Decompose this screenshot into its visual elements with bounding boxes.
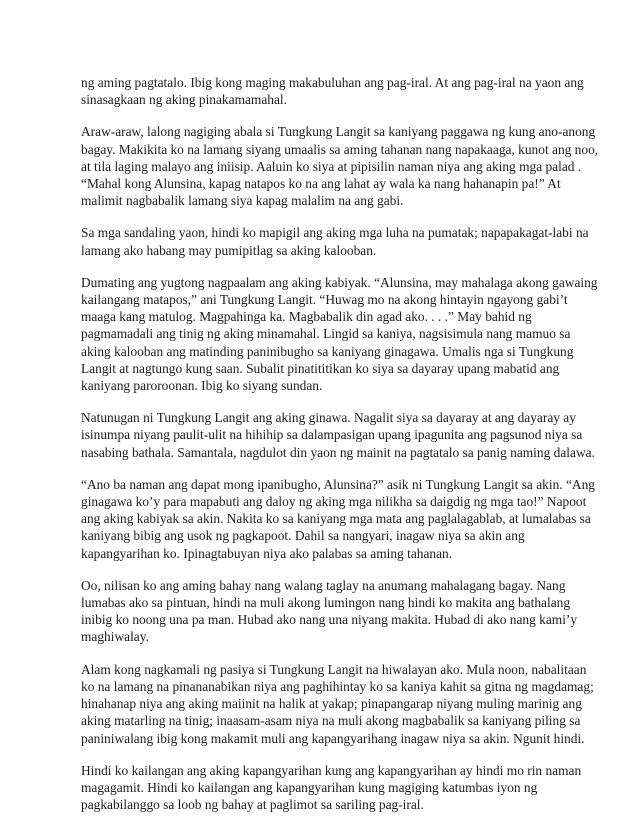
text-line: aking matarling na tinig; inaasam-asam niya na muli akong magbabalik sa kaniyang piling sa	[81, 713, 581, 729]
text-line: maghiwalay.	[81, 629, 149, 645]
text-line: ginagawa ko’y para mapabuti ang daloy ng aking mga nilikha sa daigdig ng mga tao!” Napoot	[81, 494, 587, 510]
paragraph-4	[81, 274, 598, 394]
text-line: pagmamadali ang tinig ng aking minamahal. Lingid sa kaniya, nagsisimula nang mamuo sa	[81, 326, 571, 342]
paragraph-1	[81, 74, 584, 108]
text-line: Langit at nagtungo kung saan. Subalit pinatititikan ko siya sa dayaray upang mabatid ang	[81, 360, 560, 376]
paragraph-3	[81, 224, 589, 258]
text-line: Hindi ko kailangan ang aking kapangyarihan kung ang kapangyarihan ay hindi mo rin naman	[81, 762, 582, 778]
text-line: Araw-araw, lalong nagiging abala si Tungkung Langit sa kaniyang paggawa ng kung ano-anong	[81, 124, 596, 140]
text-line: kaniyang bibig ang usok ng pagkapoot. Dahil sa nangyari, inagaw niya sa akin ang	[81, 528, 525, 544]
paragraph-5	[81, 409, 595, 461]
text-line: malimit nagbabalik lamang siya kapag malalim na ang gabi.	[81, 193, 404, 209]
text-line: kapangyarihan ko. Ipinagtabuyan niya ako palabas sa aming tahanan.	[81, 545, 453, 561]
text-line: aking kalooban ang matinding paninibugho sa kaniyang ginagawa. Umalis nga si Tungkung	[81, 343, 574, 359]
text-line: pagkabilanggo sa loob ng bahay at paglimot sa sariling pag-iral.	[81, 797, 424, 813]
paragraph-8	[81, 661, 594, 747]
text-line: kaniyang paroroonan. Ibig ko siyang sundan.	[81, 378, 323, 394]
paragraph-9	[81, 762, 581, 814]
text-line: paniniwalang ibig kong makamit muli ang kapangyarihang inagaw niya sa akin. Ngunit hindi.	[81, 730, 585, 746]
text-line: Dumating ang yugtong nagpaalam ang aking kabiyak. “Alunsina, may mahalaga akong gawaing	[81, 274, 598, 290]
text-line: “Mahal kong Alunsina, kapag natapos ko na ang lahat ay wala ka nang hahanapin pa!” At	[81, 176, 561, 192]
text-line: Sa mga sandaling yaon, hindi ko mapigil ang aking mga luha na pumatak; napapakagat-labi na	[81, 225, 589, 241]
text-line: bagay. Makikita ko na lamang siyang umaalis sa aming tahanan nang napakaaga, kunot ang noo,	[81, 141, 599, 157]
text-line: Alam kong nagkamali ng pasiya si Tungkung Langit na hiwalayan ako. Mula noon, nabalitaan	[81, 661, 587, 677]
text-line: lumabas ako sa pintuan, hindi na muli akong lumingon nang hindi ko makita ang bathalang	[81, 595, 571, 611]
text-line: ko na lamang na pinananabikan niya ang paghihintay ko sa kaniya kahit sa gitna ng magdamag;	[81, 678, 594, 694]
text-line: isinumpa niyang paulit-ulit na hihihip sa dalampasigan upang ipagunita ang pagsunod niya sa	[81, 427, 583, 443]
text-line: ang aking kabiyak sa akin. Nakita ko sa kaniyang mga mata ang paglalagablab, at lumalabas sa	[81, 511, 591, 527]
text-line: Oo, nilisan ko ang aming bahay nang walang taglay na anumang mahalagang bagay. Nang	[81, 577, 566, 593]
paragraph-7	[81, 577, 581, 646]
text-line: “Ano ba naman ang dapat mong ipanibugho, Alunsina?” asik ni Tungkung Langit sa akin. “Ang	[81, 476, 595, 492]
text-line: lamang ako habang may pumipitlag sa aking kalooban.	[81, 242, 377, 258]
text-line: magagamit. Hindi ko kailangan ang kapangyarihan kung magiging katumbas iyon ng	[81, 779, 538, 795]
text-line: kailangang matapos,” ani Tungkung Langit. “Huwag mo na akong hintayin ngayong gabi’t	[81, 292, 568, 308]
text-line: at tila laging malayo ang iniisip. Aaluin ko siya at pipisilin naman niya ang aking mga palad .	[81, 158, 582, 174]
text-line: sinasagkaan ng aking pinakamamahal.	[81, 92, 287, 108]
document-body	[81, 74, 599, 813]
text-line: nasabing bathala. Samantala, nagdulot din yaon ng mainit na pagtatalo sa panig naming dalawa.	[81, 444, 595, 460]
text-line: Natunugan ni Tungkung Langit ang aking ginawa. Nagalit siya sa dayaray at ang dayaray ay	[81, 410, 576, 426]
text-line: maaga kang matulog. Magpahinga ka. Magbabalik din agad ako. . . .” May bahid ng	[81, 309, 532, 325]
text-line: ng aming pagtatalo. Ibig kong maging makabuluhan ang pag-iral. At ang pag-iral na yaon ang	[81, 75, 584, 90]
text-line: inibig ko noong una pa man. Hubad ako nang una niyang makita. Hubad di ako nang kami’y	[81, 612, 578, 628]
paragraph-6	[81, 476, 595, 562]
paragraph-2	[81, 123, 599, 209]
text-line: hinahanap niya ang aking maiinit na halik at yakap; pinapangarap niyang muling marinig ang	[81, 696, 582, 712]
